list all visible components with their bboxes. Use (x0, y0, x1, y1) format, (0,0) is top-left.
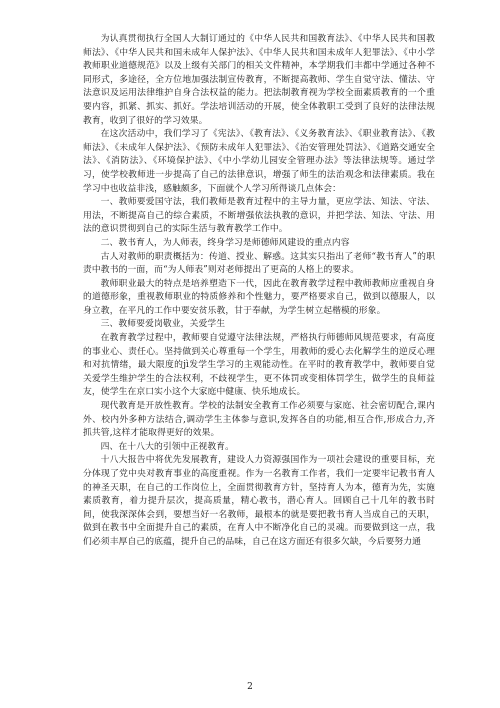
paragraph: 为认真贯彻执行全国人大制订通过的《中华人民共和国教育法》、《中华人民共和国教师法》、《中华人民共和国未成年人保护法》、《中华人民共和国未成年人犯罪法》、《中小学教师职业道德规范》以及上级有关部门的相关文件精神，本学期我们丰都中学通过各种不同形式，多途径，全方位地加强法制宣传教育，不断提高教师、学生自觉守法、懂法、守法意识及运用法律维护自身合法权益的能力。把法制教育视为学校全面素质教育的一个重要内容，抓紧、抓实、抓好。学法培训活动的开展，使全体教职工受到了良好的法律法规教育，收到了很好的学习效果。 (83, 34, 435, 126)
paragraph: 在教育教学过程中，教师要自觉遵守法律法规，严格执行师德师风规范要求，有高度的事业心、责任心。坚持做到关心尊重每一个学生，用教师的爱心去化解学生的逆反心理和对抗情绪，最大限度的jì发学生学习的主观能动性。在平时的教育教学中，教师要自觉关爱学生维护学生的合法权利，不歧视学生，更不体罚或变相体罚学生，做学生的良师益友，使学生在京口实小这个大家庭中健康、快乐地成长。 (83, 333, 435, 398)
paragraph: 在这次活动中，我们学习了《宪法》、《教育法》、《义务教育法》、《职业教育法》、《教师法》、《未成年人保护法》、《预防未成年人犯罪法》、《治安管理处罚法》、《道路交通安全法》、《消防法》、《环境保护法》、《中小学幼儿园安全管理办法》等法律法规等。通过学习，使学校教师进一步提高了自己的法律意识，增强了师生的法治观念和法律素质。我在学习中也收益非浅，感触颇多，下面就个人学习所得谈几点体会： (83, 129, 435, 194)
paragraph: 现代教育是开放性教育。学校的法制安全教育工作必须要与家庭、社会密切配合,课内外、校内外多种方法结合,调动学生主体参与意识,发挥各自的功能,相互合作,形成合力,齐抓共管,这样才能取得更好的效果。 (83, 401, 435, 439)
document-body (83, 33, 435, 550)
section-heading: 三、教师要爱岗敬业，关爱学生 (100, 319, 226, 330)
paragraph: 一、教师要爱国守法，我们教师是教育过程中的主导力量，更应学法、知法、守法、用法，不断提高自己的综合素质，不断增强依法执教的意识，并把学法、知法、守法、用法的意识贯彻到自己的实际生活与教育教学工作中。 (83, 197, 435, 235)
paragraph: 教师职业最大的特点是培养塑造下一代，因此在教育教学过程中教师教师应重视自身的道德形象，重视教师职业的特质修养和个性魅力，要严格要求自己，做到以德服人，以身立教，在平凡的工作中要安贫乐教，甘于奉献，为学生树立起楷模的形象。 (83, 278, 435, 316)
paragraph: 十八大报告中将优先发展教育，建设人力资源强国作为一项社会建设的重要目标，充分体现了党中央对教育事业的高度重视。作为一名教育工作者，我们一定要牢记教书育人的神圣天职，在自己的工作岗位上，全面贯彻教育方针，坚持育人为本，德育为先，实施素质教育，着力提升层次，提高质量，精心教书，潜心育人。回顾自己十几年的教书时间，使我深深体会到，要想当好一名教师，最根本的就是要把教书育人当成自己的天职，做到在教书中全面提升自己的素质，在育人中不断净化自己的灵魂。而要做到这一点，我们必须丰厚自己的底蕴，提升自己的品味，自己在这方面还有很多欠缺，今后要努力通 (83, 455, 435, 547)
page-number: 2 (247, 682, 253, 692)
section-heading: 四、在十八大的引领中正视教育。 (100, 441, 235, 452)
paragraph: 古人对教师的职责概括为：传道、授业、解惑。这其实只指出了老师“教书育人”的职责中教书的一面，而“为人师表”则对老师提出了更高的人格上的要求。 (83, 251, 435, 276)
section-heading: 二、教书育人，为人师表，终身学习是师德师风建设的重点内容 (100, 237, 350, 248)
